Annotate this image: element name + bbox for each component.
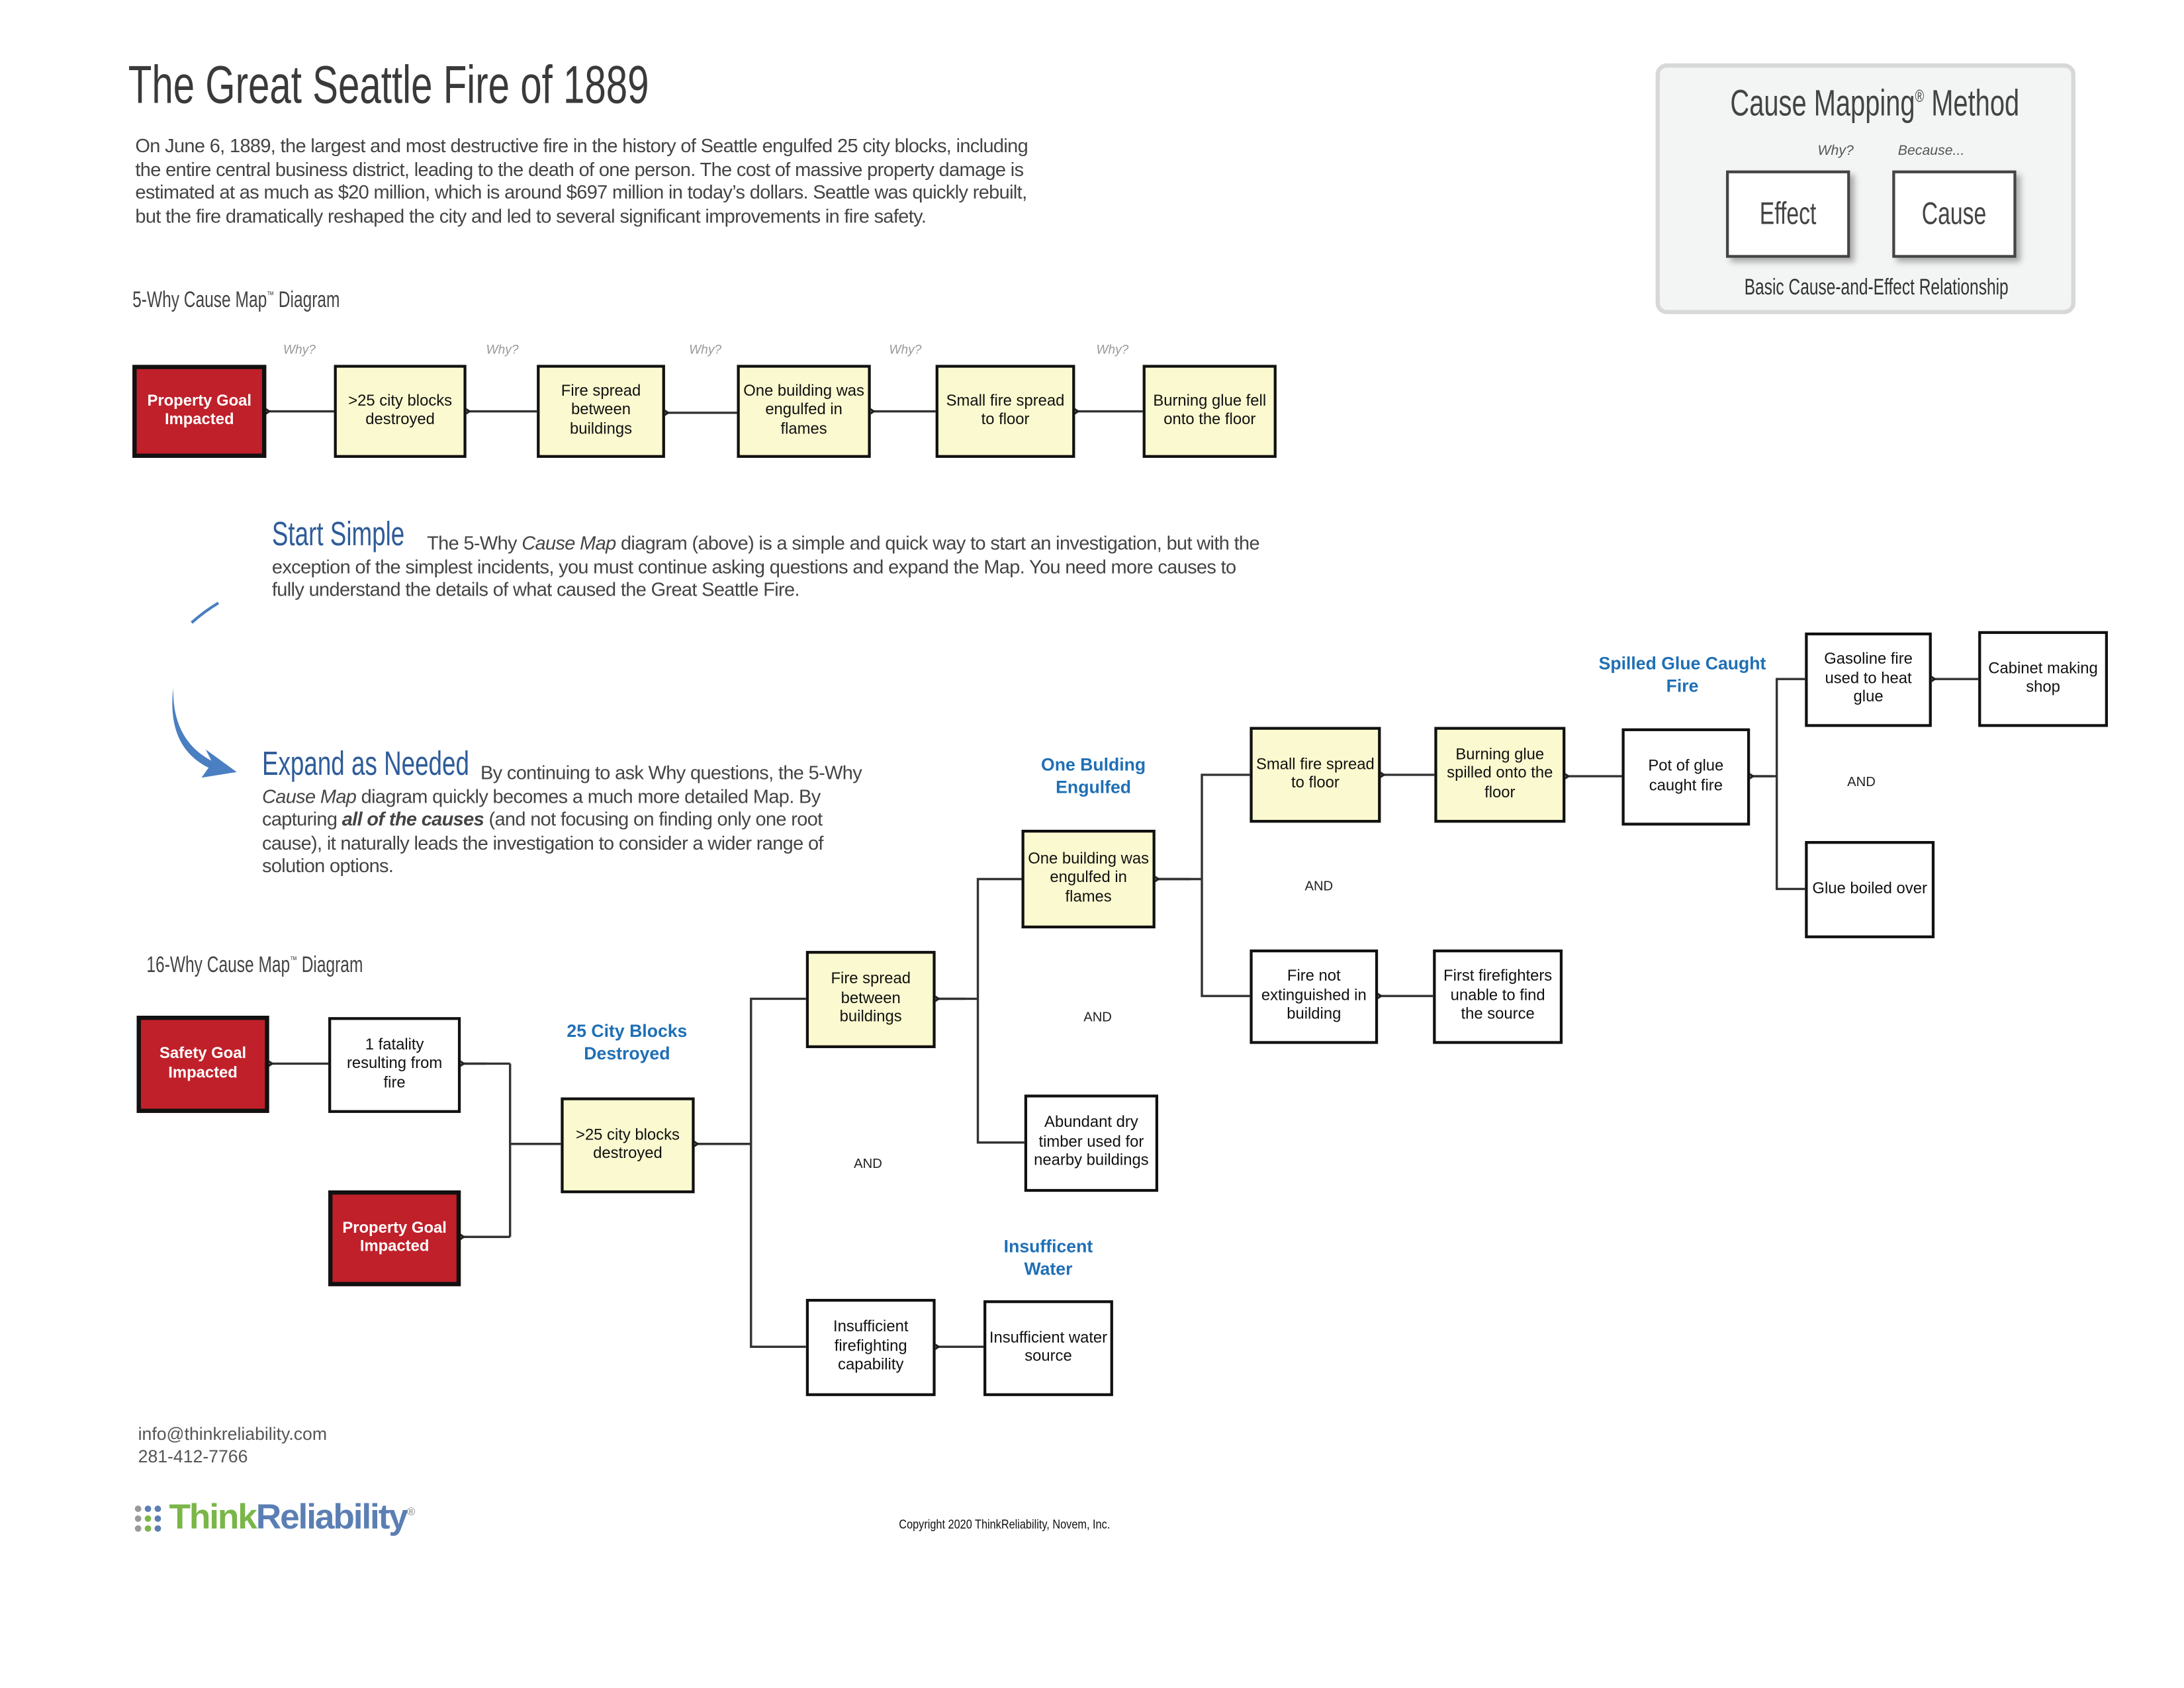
group-label: 25 City Blocks Destroyed	[567, 1021, 688, 1064]
curved-arrow-icon	[172, 688, 236, 777]
copyright: Copyright 2020 ThinkReliability, Novem, Inc.	[899, 1517, 1111, 1532]
cause-box[interactable]: 1 fatality resulting from fire	[328, 1017, 461, 1113]
start-simple-heading: Start Simple	[271, 515, 405, 554]
cause-box[interactable]: >25 city blocks destroyed	[561, 1097, 694, 1193]
sixteen-why-label: 16-Why Cause Map™ Diagram	[146, 954, 363, 978]
property-goal-box[interactable]: Property Goal Impacted	[328, 1190, 461, 1286]
cause-box[interactable]: Fire not extinguished in building	[1250, 950, 1378, 1044]
property-goal-box[interactable]: Property Goal Impacted	[132, 365, 266, 458]
cause-box[interactable]: >25 city blocks destroyed	[334, 365, 467, 458]
thinkreliability-logo: ThinkReliability®	[134, 1497, 414, 1538]
cause-box[interactable]: Glue boiled over	[1805, 841, 1934, 938]
group-label: Insufficent Water	[1003, 1237, 1093, 1280]
why-label: Why?	[889, 342, 922, 357]
page-title: The Great Seattle Fire of 1889	[128, 56, 649, 116]
safety-goal-box[interactable]: Safety Goal Impacted	[137, 1016, 269, 1113]
five-why-label: 5-Why Cause Map™ Diagram	[132, 289, 340, 313]
method-title: Cause Mapping® Method	[1730, 81, 2020, 124]
cause-box[interactable]: Burning glue spilled onto the floor	[1434, 727, 1565, 823]
why-label: Why?	[689, 342, 722, 357]
why-label: Why?	[1817, 144, 1854, 159]
logo-dots-icon	[134, 1504, 165, 1533]
cause-box[interactable]: Small fire spread to floor	[1250, 727, 1381, 823]
cause-box[interactable]: Fire spread between buildings	[806, 951, 936, 1048]
because-label: Because...	[1897, 144, 1965, 159]
method-caption: Basic Cause-and-Effect Relationship	[1744, 276, 2009, 300]
cause-box[interactable]: Abundant dry timber used for nearby buildings	[1024, 1094, 1158, 1192]
phone-number: 281-412-7766	[138, 1446, 248, 1467]
group-label: One Bulding Engulfed	[1040, 755, 1146, 798]
cause-box[interactable]: Gasoline fire used to heat glue	[1805, 633, 1932, 727]
and-label: AND	[1847, 774, 1876, 791]
why-label: Why?	[1096, 342, 1129, 357]
cause-box: Cause	[1892, 171, 2016, 258]
and-label: AND	[1083, 1010, 1112, 1026]
expand-heading: Expand as Needed	[261, 745, 469, 783]
curved-arrow-tail	[192, 603, 218, 623]
cause-box[interactable]: One building was engulfed in flames	[1022, 830, 1156, 928]
cause-box[interactable]: Insufficient water source	[983, 1300, 1113, 1396]
cause-box[interactable]: One building was engulfed in flames	[737, 365, 870, 458]
cause-box[interactable]: Fire spread between buildings	[537, 365, 665, 458]
why-label: Why?	[486, 342, 519, 357]
expand-text: By continuing to ask Why questions, the 5-Why Cause Map diagram quickly becomes a much more detailed Map. By capturing all of the causes (and not focusing on finding only one root cause), it naturally leads the investigation to consider a wider range of solution options.	[261, 762, 862, 877]
why-label: Why?	[283, 342, 316, 357]
intro-text: On June 6, 1889, the largest and most destructive fire in the history of Seattle engulfed 25 city blocks, including the entire central business district, leading to the death of one person. The cost of massive property damage is estimated at as much as $20 million, which is around $697 million in today’s dollars. Seattle was quickly rebuilt, but the fire dramatically reshaped the city and led to several significant improvements in fire safety.	[135, 135, 1028, 226]
contact-info	[138, 1423, 327, 1468]
cause-box[interactable]: Pot of glue caught fire	[1621, 729, 1750, 826]
cause-box[interactable]: Small fire spread to floor	[936, 365, 1075, 458]
and-label: AND	[854, 1156, 882, 1173]
cause-box[interactable]: Cabinet making shop	[1978, 631, 2108, 727]
effect-box: Effect	[1726, 171, 1850, 258]
group-label: Spilled Glue Caught Fire	[1598, 653, 1766, 696]
cause-box[interactable]: Insufficient firefighting capability	[806, 1299, 936, 1396]
cause-mapping-method-panel	[1656, 64, 2075, 314]
cause-box[interactable]: First firefighters unable to find the source	[1433, 950, 1563, 1044]
email-link[interactable]: info@thinkreliability.com	[138, 1424, 328, 1444]
start-simple-text: The 5-Why Cause Map diagram (above) is a simple and quick way to start an investigation, but with the exception of the simplest incidents, you must continue asking questions and expand the Map. You need more causes to fully understand the details of what caused the Great Seattle Fire.	[271, 532, 1259, 600]
and-label: AND	[1304, 879, 1334, 895]
cause-box[interactable]: Burning glue fell onto the floor	[1143, 365, 1277, 458]
